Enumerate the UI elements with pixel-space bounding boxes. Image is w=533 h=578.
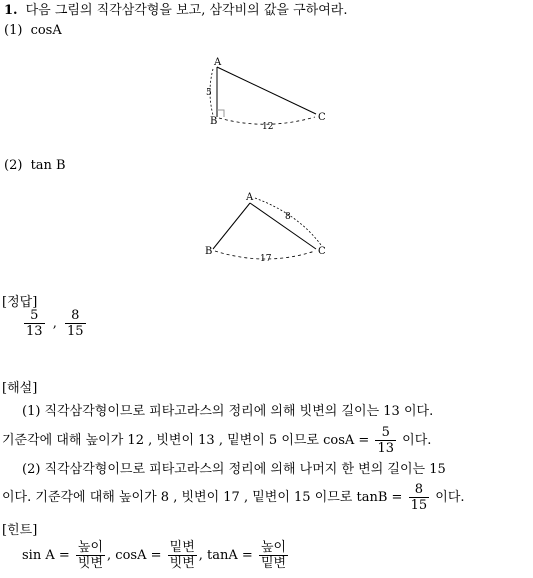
hint-sin-fraction: $\frac{\text{높이}}{\text{빗변}}$ [77, 540, 104, 571]
part2-label: (2) [4, 158, 23, 173]
fig1-vertex-b: B [210, 116, 218, 127]
answer-separator: , [52, 316, 57, 331]
fig1-side-ab: 5 [206, 88, 212, 98]
solution-heading: [해설] [2, 381, 38, 396]
hint-tan-fraction: $\frac{\text{높이}}{\text{밑변}}$ [260, 540, 287, 571]
figure-triangle-2 [200, 188, 335, 266]
hint-comma-2: , [198, 548, 203, 563]
solution-p2-line1: (2) 직각삼각형이므로 피타고라스의 정리에 의해 나머지 한 변의 길이는 15 [22, 462, 446, 477]
answer-fraction-2: $\frac{8}{15}$ [66, 308, 84, 339]
fig2-vertex-b: B [205, 246, 213, 257]
hint-sin-label: sin A = [22, 548, 70, 563]
part1-prompt [4, 23, 62, 39]
solution-p2-end: 이다. [435, 490, 465, 505]
fig2-vertex-c: C [318, 246, 326, 257]
part1-func: cosA [30, 23, 62, 38]
solution-p2-text: 이다. 기준각에 대해 높이가 8 , 빗변이 17 , 밑변이 15 이므로 tanB = [2, 490, 403, 505]
part1-label: (1) [4, 23, 23, 38]
part2-func: tan B [30, 158, 66, 173]
figure-triangle-1 [200, 55, 330, 130]
hint-formulas [22, 540, 290, 571]
hint-comma-1: , [107, 548, 112, 563]
solution-p1-end: 이다. [402, 433, 432, 448]
part2-prompt [4, 158, 66, 174]
solution-p1-line2 [2, 425, 431, 456]
problem-number: 1. [4, 3, 18, 18]
answer-heading: [정답] [2, 295, 38, 310]
answer-fraction-1: $\frac{5}{13}$ [26, 308, 43, 339]
problem-instruction-line [4, 3, 347, 19]
fig2-vertex-a: A [246, 192, 254, 203]
fig2-side-bc: 17 [260, 254, 272, 264]
hint-cos-label: cosA = [115, 548, 162, 563]
solution-p1-line1: (1) 직각삼각형이므로 피타고라스의 정리에 의해 빗변의 길이는 13 이다. [22, 404, 434, 419]
hint-cos-fraction: $\frac{\text{밑변}}{\text{빗변}}$ [169, 540, 195, 571]
solution-p2-fraction: $\frac{8}{15}$ [410, 482, 428, 513]
hint-tan-label: tanA = [207, 548, 253, 563]
hint-heading: [힌트] [2, 523, 38, 538]
solution-p2-line2 [2, 482, 465, 513]
fig1-vertex-a: A [214, 57, 222, 68]
answer-values [22, 308, 88, 339]
fig2-side-ac: 8 [285, 212, 291, 222]
solution-p1-fraction: $\frac{5}{13}$ [377, 425, 394, 456]
fig1-side-bc: 12 [262, 122, 274, 130]
problem-instruction: 다음 그림의 직각삼각형을 보고, 삼각비의 값을 구하여라. [25, 3, 348, 18]
fig1-vertex-c: C [318, 112, 326, 123]
solution-p1-text: 기준각에 대해 높이가 12 , 빗변이 13 , 밑변이 5 이므로 cosA = [2, 433, 370, 448]
